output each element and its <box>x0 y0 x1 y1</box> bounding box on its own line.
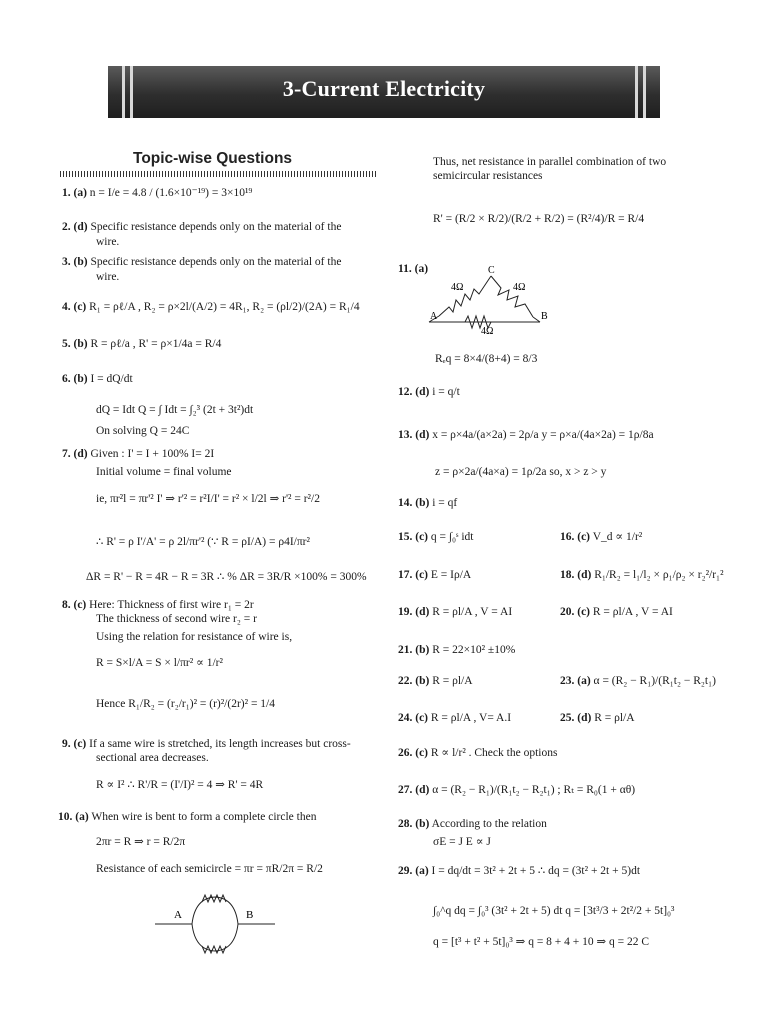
answer-text: R = 22×10² ±10% <box>432 644 516 656</box>
answer-text: α = (R₂ − R₁)/(R₁t₂ − R₂t₁) ; Rₜ = R₀(1 + αθ) <box>432 784 636 796</box>
answer-23 <box>560 674 716 688</box>
resistor-label: 4Ω <box>513 282 526 293</box>
answer-6-line2: dQ = Idt Q = ∫ Idt = ∫₂³ (2t + 3t²)dt <box>96 404 254 416</box>
answer-29-line3: q = [t³ + t² + 5t]₀³ ⇒ q = 8 + 4 + 10 ⇒ q = 22 C <box>433 936 650 948</box>
answer-8-line4: R = S×l/A = S × l/πr² ∝ 1/r² <box>96 657 223 669</box>
answer-text: R = ρℓ/a , R' = ρ×1/4a = R/4 <box>90 338 222 350</box>
answer-6 <box>62 372 133 386</box>
answer-label: 13. (d) <box>398 429 430 441</box>
answer-20 <box>560 605 673 619</box>
answer-text: R = ρl/A <box>594 712 635 724</box>
answer-label: 25. (d) <box>560 712 592 724</box>
answer-label: 2. (d) <box>62 221 88 233</box>
answer-10-line2: 2πr = R ⇒ r = R/2π <box>96 836 186 848</box>
answer-label: 8. (c) <box>62 599 87 611</box>
answer-text: Specific resistance depends only on the material of the <box>90 256 342 268</box>
answer-27 <box>398 783 635 797</box>
semicircle-circuit-diagram <box>150 888 280 958</box>
answer-29-line2: ∫₀^q dq = ∫₀³ (3t² + 2t + 5) dt q = [3t³/3 + 2t²/2 + 5t]₀³ <box>433 905 675 917</box>
parallel-text-cont: semicircular resistances <box>433 170 543 182</box>
answer-26 <box>398 746 557 760</box>
answer-13-line2: z = ρ×2a/(4a×a) = 1ρ/2a so, x > z > y <box>435 466 607 478</box>
answer-label: 14. (b) <box>398 497 430 509</box>
answer-label: 19. (d) <box>398 606 430 618</box>
dotted-divider <box>60 171 378 177</box>
answer-11-eq: Rₑq = 8×4/(8+4) = 8/3 <box>435 353 538 365</box>
answer-text: R = ρl/A <box>432 675 473 687</box>
resistor-label: 4Ω <box>451 282 464 293</box>
answer-18 <box>560 568 724 582</box>
answer-text: When wire is bent to form a complete circle then <box>91 811 317 823</box>
answer-label: 5. (b) <box>62 338 88 350</box>
answer-25 <box>560 711 635 725</box>
answer-text: i = q/t <box>432 386 460 398</box>
answer-8-line3: Using the relation for resistance of wire is, <box>96 631 293 643</box>
answer-label: 12. (d) <box>398 386 430 398</box>
answer-10-line3: Resistance of each semicircle = πr = πR/2π = R/2 <box>96 863 323 875</box>
answer-9 <box>62 737 351 751</box>
answer-15 <box>398 530 474 544</box>
parallel-equation: R' = (R/2 × R/2)/(R/2 + R/2) = (R²/4)/R = R/4 <box>433 213 645 225</box>
answer-text: I = dQ/dt <box>90 373 133 385</box>
answer-29 <box>398 864 640 878</box>
answer-9-line3: R ∝ I² ∴ R'/R = (I'/I)² = 4 ⇒ R' = 4R <box>96 779 264 791</box>
answer-text: R = ρl/A , V = AI <box>592 606 673 618</box>
answer-7-line5: ΔR = R' − R = 4R − R = 3R ∴ % ΔR = 3R/R ×100% = 300% <box>86 571 367 583</box>
answer-1 <box>62 186 252 200</box>
node-label-b: B <box>541 311 548 322</box>
answer-text: R₁/R₂ = l₁/l₂ × ρ₁/ρ₂ × r₂²/r₁² <box>594 569 724 581</box>
answer-text: R ∝ l/r² . Check the options <box>430 747 558 759</box>
triangle-circuit-diagram <box>425 262 555 337</box>
answer-8-line5: Hence R₁/R₂ = (r₂/r₁)² = (r)²/(2r)² = 1/4 <box>96 698 275 710</box>
answer-text: According to the relation <box>431 818 547 830</box>
resistor-label: 4Ω <box>481 326 494 337</box>
node-label-a: A <box>174 909 182 921</box>
answer-text: I = dq/dt = 3t² + 2t + 5 ∴ dq = (3t² + 2t + 5)dt <box>431 865 641 877</box>
answer-text: n = I/e = 4.8 / (1.6×10⁻¹⁹) = 3×10¹⁹ <box>89 187 253 199</box>
answer-21 <box>398 643 515 657</box>
answer-24 <box>398 711 511 725</box>
answer-text: R = ρl/A , V= A.I <box>430 712 512 724</box>
answer-label: 16. (c) <box>560 531 591 543</box>
answer-label: 15. (c) <box>398 531 429 543</box>
node-label-a: A <box>430 311 438 322</box>
answer-label: 27. (d) <box>398 784 430 796</box>
answer-10 <box>58 810 316 824</box>
answer-7-line3: ie, πr²l = πr'² I' ⇒ r'² = r²I/I' = r² × l/2l ⇒ r'² = r²/2 <box>96 493 320 505</box>
answer-6-line3: On solving Q = 24C <box>96 425 190 437</box>
answer-12 <box>398 385 460 399</box>
node-label-c: C <box>488 265 495 276</box>
answer-label: 29. (a) <box>398 865 429 877</box>
answer-label: 1. (a) <box>62 187 87 199</box>
parallel-text: Thus, net resistance in parallel combination of two <box>433 156 667 168</box>
answer-7-line4: ∴ R' = ρ I'/A' = ρ 2l/πr'² (∵ R = ρI/A) = ρ4I/πr² <box>96 536 310 548</box>
answer-label: 17. (c) <box>398 569 429 581</box>
answer-text: V_d ∝ 1/r² <box>592 531 643 543</box>
answer-28-line2: σE = J E ∝ J <box>433 836 491 848</box>
answer-text: α = (R₂ − R₁)/(R₁t₂ − R₂t₁) <box>593 675 716 687</box>
answer-13 <box>398 428 654 442</box>
answer-label: 24. (c) <box>398 712 429 724</box>
node-label-b: B <box>246 909 254 921</box>
answer-9-line2: sectional area decreases. <box>96 752 209 764</box>
answer-text: q = ∫₀ˢ idt <box>430 531 474 543</box>
answer-4 <box>62 300 360 314</box>
answer-label: 23. (a) <box>560 675 591 687</box>
answer-19 <box>398 605 512 619</box>
answer-label: 28. (b) <box>398 818 430 830</box>
answer-label: 21. (b) <box>398 644 430 656</box>
answer-14 <box>398 496 457 510</box>
answer-label: 3. (b) <box>62 256 88 268</box>
answer-label: 20. (c) <box>560 606 591 618</box>
answer-16 <box>560 530 642 544</box>
answer-label: 6. (b) <box>62 373 88 385</box>
answer-5 <box>62 337 221 351</box>
answer-text: Given : I' = I + 100% I= 2I <box>90 448 215 460</box>
answer-22 <box>398 674 473 688</box>
answer-3 <box>62 255 341 269</box>
answer-2 <box>62 220 341 234</box>
answer-text: R₁ = ρℓ/A , R₂ = ρ×2l/(A/2) = 4R₁, R₂ = (ρl/2)/(2A) = R₁/4 <box>89 301 360 313</box>
answer-label: 7. (d) <box>62 448 88 460</box>
answer-label: 18. (d) <box>560 569 592 581</box>
answer-text: i = qf <box>432 497 458 509</box>
answer-label: 26. (c) <box>398 747 429 759</box>
answer-28 <box>398 817 547 831</box>
answer-label: 22. (b) <box>398 675 430 687</box>
answer-label: 10. (a) <box>58 811 89 823</box>
answer-label: 9. (c) <box>62 738 87 750</box>
answer-text: If a same wire is stretched, its length increases but cross- <box>89 738 351 750</box>
answer-text: Specific resistance depends only on the material of the <box>90 221 342 233</box>
answer-3-cont: wire. <box>96 271 120 283</box>
answer-text: R = ρl/A , V = AI <box>432 606 513 618</box>
answer-2-cont: wire. <box>96 236 120 248</box>
answer-8-line2: The thickness of second wire r₂ = r <box>96 613 257 625</box>
answer-8 <box>62 598 254 612</box>
answer-text: E = Iρ/A <box>430 569 472 581</box>
answer-label: 11. (a) <box>398 263 429 275</box>
answer-7 <box>62 447 214 461</box>
answer-7-line2: Initial volume = final volume <box>96 466 232 478</box>
answer-17 <box>398 568 471 582</box>
section-heading: Topic-wise Questions <box>133 150 293 167</box>
answer-label: 4. (c) <box>62 301 87 313</box>
answer-11 <box>398 262 428 276</box>
chapter-title: 3-Current Electricity <box>282 76 486 101</box>
answer-text: x = ρ×4a/(a×2a) = 2ρ/a y = ρ×a/(4a×2a) = 1ρ/8a <box>432 429 654 441</box>
answer-text: Here: Thickness of first wire r₁ = 2r <box>89 599 254 611</box>
chapter-banner <box>108 66 660 118</box>
